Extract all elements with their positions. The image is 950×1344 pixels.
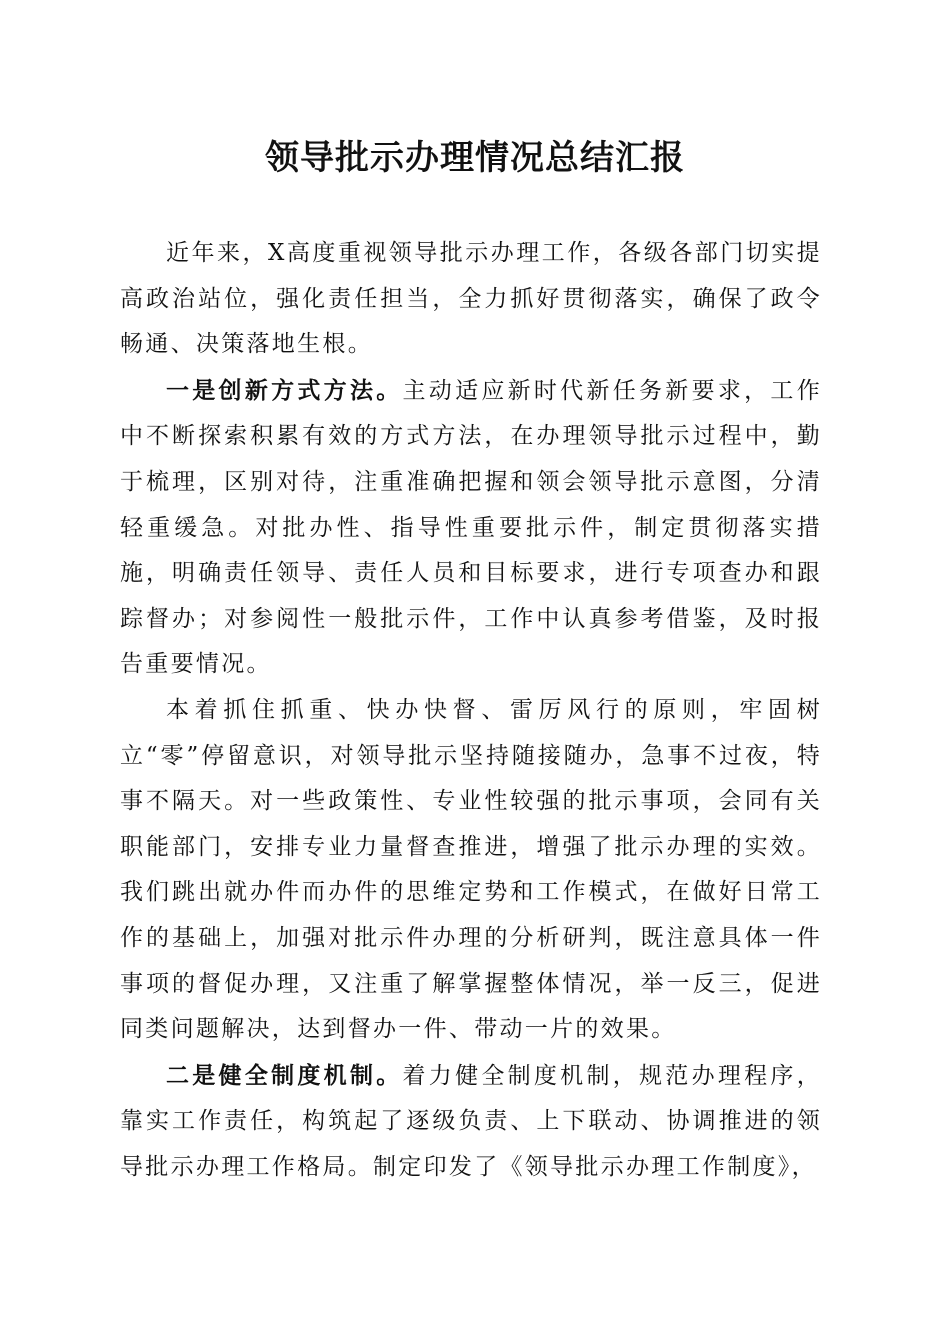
paragraph-lead: 二是健全制度机制。 (166, 1061, 403, 1089)
document-body (120, 231, 822, 1190)
paragraph-text: 近年来，X高度重视领导批示办理工作，各级各部门切实提高政治站位，强化责任担当，全力抓好贯彻落实，确保了政令畅通、决策落地生根。 (120, 240, 822, 358)
paragraph-innovation (120, 368, 822, 688)
paragraph-intro (120, 231, 822, 368)
paragraph-text: 着力健全制度机制，规范办理程序，靠实工作责任，构筑起了逐级负责、上下联动、协调推进的领导批示办理工作格局。制定印发了《领导批示办理工作制度》， (120, 1062, 822, 1180)
paragraph-mechanism (120, 1053, 822, 1191)
document-title: 领导批示办理情况总结汇报 (265, 138, 685, 178)
paragraph-text: 本着抓住抓重、快办快督、雷厉风行的原则，牢固树立“零”停留意识，对领导批示坚持随接随办，急事不过夜，特事不隔天。对一些政策性、专业性较强的批示事项，会同有关职能部门，安排专业力量督查推进，增强了批示办理的实效。我们跳出就办件而办件的思维定势和工作模式，在做好日常工作的基础上，加强对批示件办理的分析研判，既注意具体一件事项的督促办理，又注重了解掌握整体情况，举一反三，促进同类问题解决，达到督办一件、带动一片的效果。 (120, 696, 822, 1043)
paragraph-principles (120, 688, 822, 1053)
paragraph-lead: 一是创新方式方法。 (166, 376, 403, 404)
paragraph-text: 主动适应新时代新任务新要求，工作中不断探索积累有效的方式方法，在办理领导批示过程中，勤于梳理，区别对待，注重准确把握和领会领导批示意图，分清轻重缓急。对批办性、指导性重要批示件，制定贯彻落实措施，明确责任领导、责任人员和目标要求，进行专项查办和跟踪督办；对参阅性一般批示件，工作中认真参考借鉴，及时报告重要情况。 (120, 377, 822, 678)
